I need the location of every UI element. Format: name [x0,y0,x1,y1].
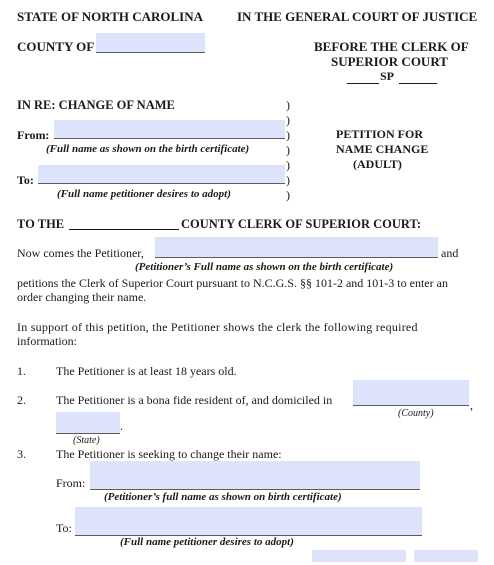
caption-to-label: To: [17,173,34,187]
resident-county-field[interactable] [353,380,469,406]
next-field-left[interactable] [312,550,406,562]
caption-paren: ) [286,173,290,187]
petitioner-name-input[interactable] [155,237,444,257]
state-period: . [120,419,123,433]
caption-to-input[interactable] [38,165,291,183]
caption-to-hint: (Full name petitioner desires to adopt) [57,188,231,200]
in-re-label: IN RE: CHANGE OF NAME [17,98,175,112]
before-clerk-label: BEFORE THE CLERK OF [314,39,469,54]
item-to-field[interactable] [75,507,422,536]
clerk-county-line[interactable] [69,229,179,230]
county-clerk-label: COUNTY CLERK OF SUPERIOR COURT: [181,217,422,231]
petition-title-1: PETITION FOR [336,127,424,141]
state-heading: STATE OF NORTH CAROLINA [17,9,204,24]
item-1-number: 1. [17,364,26,378]
state-hint: (State) [73,435,100,446]
caption-from-hint: (Full name as shown on the birth certificate) [46,143,250,155]
and-text: and [441,246,459,260]
caption-from-field[interactable] [54,120,285,139]
petitioner-name-field[interactable] [155,237,438,258]
item-3-number: 3. [17,447,26,461]
petitioner-hint: (Petitioner’s Full name as shown on the birth certificate) [135,261,394,273]
caption-to-field[interactable] [38,165,285,184]
item-2-text: The Petitioner is a bona fide resident of, and domiciled in [56,393,333,407]
caption-paren: ) [286,128,290,142]
next-field-right[interactable] [414,550,478,562]
item-to-label: To: [56,521,72,535]
caption-from-input[interactable] [54,120,291,138]
petition-title-3: (ADULT) [353,157,402,171]
petitions-line-1: petitions the Clerk of Superior Court pursuant to N.C.G.S. §§ 101-2 and 101-3 to enter an [17,276,448,290]
to-the-label: TO THE [17,217,65,231]
petition-title-2: NAME CHANGE [336,142,429,156]
resident-county-input[interactable] [353,380,475,405]
item-from-label: From: [56,476,86,490]
caption-paren: ) [286,143,290,157]
caption-paren: ) [286,113,290,127]
sp-number-line[interactable] [399,83,437,84]
item-1-text: The Petitioner is at least 18 years old. [56,364,237,378]
county-field[interactable] [96,33,205,53]
item-to-hint: (Full name petitioner desires to adopt) [120,536,294,548]
item-2-number: 2. [17,393,26,407]
item-to-input[interactable] [75,507,428,535]
comma-text: , [470,398,473,412]
resident-state-input[interactable] [56,412,126,433]
court-heading: IN THE GENERAL COURT OF JUSTICE [237,9,478,24]
support-line-1: In support of this petition, the Petitioner shows the clerk the following required [17,320,418,334]
item-from-input[interactable] [90,461,426,489]
county-hint: (County) [398,408,434,419]
item-3-text: The Petitioner is seeking to change their name: [56,447,282,461]
county-input[interactable] [96,33,211,52]
next-field-right-input[interactable] [414,552,484,564]
county-label: COUNTY OF [17,39,95,54]
sp-label: SP [380,69,395,83]
item-from-field[interactable] [90,461,420,490]
caption-paren: ) [286,158,290,172]
caption-paren: ) [286,188,290,202]
sp-prefix-line [347,83,379,84]
caption-paren: ) [286,98,290,112]
superior-court-label: SUPERIOR COURT [331,54,448,69]
caption-from-label: From: [17,128,50,142]
now-comes-text: Now comes the Petitioner, [17,246,144,260]
support-line-2: information: [17,334,77,348]
resident-state-field[interactable] [56,412,120,434]
item-from-hint: (Petitioner’s full name as shown on birth certificate) [104,491,342,503]
petitions-line-2: order changing their name. [17,290,147,304]
next-field-left-input[interactable] [312,552,412,564]
